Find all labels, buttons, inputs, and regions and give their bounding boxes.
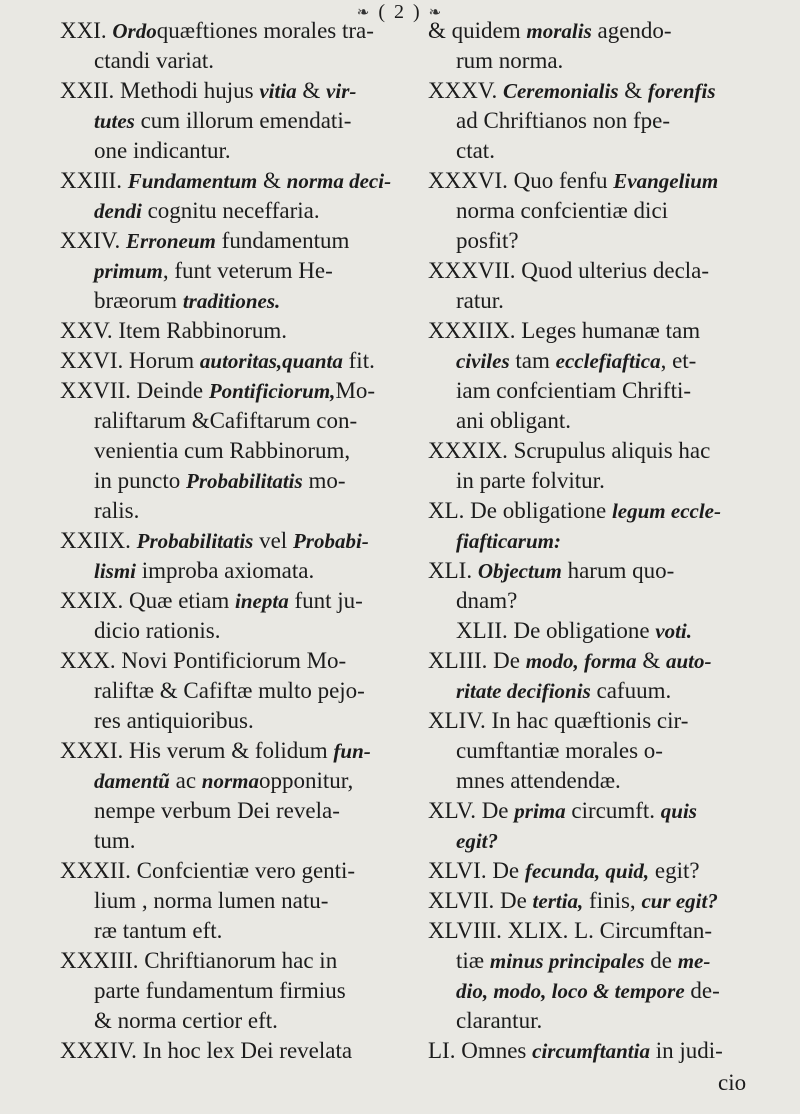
catchword: cio — [718, 1070, 747, 1095]
entry-xxxvii: XXXVII. Quod ulterius decla- ratur. — [428, 258, 710, 313]
right-column — [428, 16, 778, 1066]
entry-xxi: XXI. Ordoquæftiones morales tra- ctandi variat. — [60, 18, 374, 73]
entry-li: LI. Omnes circumftantia in judi- — [428, 1038, 723, 1063]
entry-xxii: XXII. Methodi hujus vitia & vir- tutes cum illorum emendati- one indicantur. — [60, 78, 357, 163]
entry-xlv: XLV. De prima circumft. quis egit? — [428, 798, 697, 853]
entry-xlvii: XLVII. De tertia, finis, cur egit? — [428, 888, 718, 913]
entry-xxxv: XXXV. Ceremonialis & forenfis ad Chriftianos non fpe- ctat. — [428, 78, 716, 163]
entry-xxxii: XXXII. Confcientiæ vero genti- lium , norma lumen natu- ræ tantum eft. — [60, 858, 356, 943]
entry-continued: & quidem moralis agendo- rum norma. — [428, 18, 672, 73]
entry-xl: XL. De obligatione legum eccle- fiafticarum: — [428, 498, 721, 553]
left-column — [60, 16, 428, 1066]
entry-xxxi: XXXI. His verum & folidum fun- damentũ ac normaopponitur, nempe verbum Dei revela- tum. — [60, 738, 371, 853]
right-ornament-icon: ❧ — [428, 5, 444, 21]
entry-xlii: XLII. De obligatione voti. — [456, 618, 693, 643]
entry-xxxiv: XXXIV. In hoc lex Dei revelata — [60, 1038, 353, 1063]
entry-xxx: XXX. Novi Pontificiorum Mo- raliftæ & Cafiftæ multo pejo- res antiquioribus. — [60, 648, 365, 733]
entry-xlviii-l: XLVIII. XLIX. L. Circumftan- tiæ minus principales de me- dio, modo, loco & tempore de- clarantur. — [428, 918, 720, 1033]
entry-xxvi: XXVI. Horum autoritas,quanta fit. — [60, 348, 375, 373]
entry-xxiix: XXIIX. Probabilitatis vel Probabi- lismi improba axiomata. — [60, 528, 369, 583]
entry-xliii: XLIII. De modo, forma & auto- ritate decifionis cafuum. — [428, 648, 712, 703]
entry-xxxvi: XXXVI. Quo fenfu Evangelium norma confcientiæ dici posfit? — [428, 168, 719, 253]
entry-xxiii: XXIII. Fundamentum & norma deci- dendi cognitu neceffaria. — [60, 168, 392, 223]
entry-xxxiii: XXXIII. Chriftianorum hac in parte fundamentum firmius & norma certior eft. — [60, 948, 346, 1033]
page-number: ( 2 ) — [378, 1, 422, 23]
entry-xxix: XXIX. Quæ etiam inepta funt ju- dicio rationis. — [60, 588, 363, 643]
entry-xxxix: XXXIX. Scrupulus aliquis hac in parte folvitur. — [428, 438, 711, 493]
entry-xxiv: XXIV. Erroneum fundamentum primum, funt veterum He- bræorum traditiones. — [60, 228, 350, 313]
entry-xli: XLI. Objectum harum quo- dnam? — [428, 558, 675, 613]
entry-xxxiix: XXXIIX. Leges humanæ tam civiles tam ecclefiaftica, et- iam confcientiam Chrifti- ani obligant. — [428, 318, 701, 433]
entry-xliv: XLIV. In hac quæftionis cir- cumftantiæ morales o- mnes attendendæ. — [428, 708, 689, 793]
left-ornament-icon: ❧ — [356, 5, 372, 21]
entry-xlvi: XLVI. De fecunda, quid, egit? — [428, 858, 700, 883]
entry-xxvii: XXVII. Deinde Pontificiorum,Mo- raliftarum &Cafiftarum con- venientia cum Rabbinorum, in puncto Probabilitatis mo- ralis. — [60, 378, 376, 523]
entry-xxv: XXV. Item Rabbinorum. — [60, 318, 288, 343]
